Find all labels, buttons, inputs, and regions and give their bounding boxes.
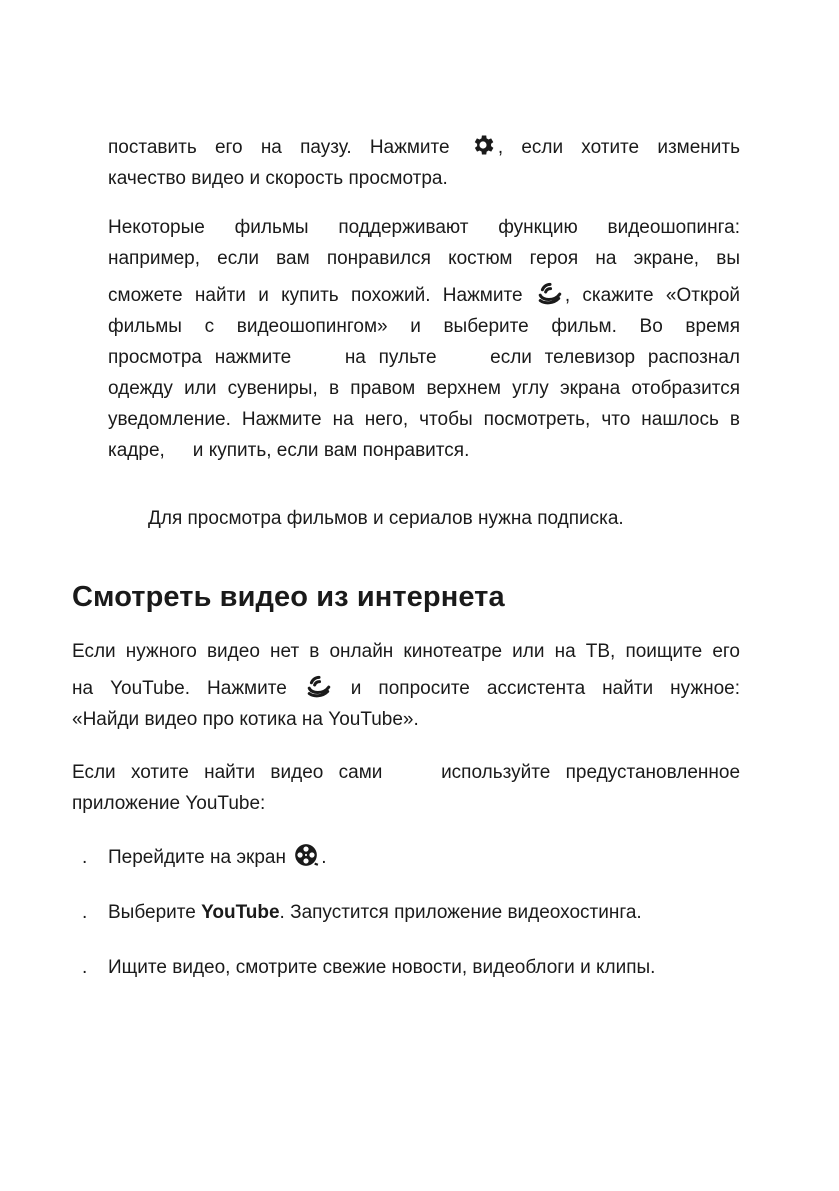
paragraph-line [108,342,740,373]
paragraph-videoshopping [108,212,740,466]
text-segment: сможете найти и купить похожий. Нажмите [108,285,523,306]
text-segment: если телевизор распознал [490,347,741,368]
assistant-icon [537,280,563,306]
paragraph-line [108,132,740,163]
paragraph-line: приложение YouTube: [72,793,266,814]
section-heading: Смотреть видео из интернета [72,581,505,613]
text-segment: , если хотите изменить [497,137,740,158]
list-item [72,897,752,928]
paragraph-line [72,673,740,704]
text-segment: , скажите «Открой [564,285,741,306]
paragraph-pause [108,132,740,194]
list-item [72,952,752,983]
text-segment: Перейдите на экран [108,847,286,868]
text-segment: поставить его на паузу. Нажмите [108,137,450,158]
subscription-note: Для просмотра фильмов и сериалов нужна подписка. [148,508,624,529]
paragraph-line [72,757,740,788]
text-segment: и купить, если вам понравится. [192,440,470,461]
paragraph-line: фильмы с видеошопингом» и выберите фильм. Во время [108,316,740,337]
list-bullet: . [82,902,88,923]
paragraph-line: качество видео и скорость просмотра. [108,168,448,189]
paragraph-line: например, если вам понравился костюм героя на экране, вы [108,248,740,269]
text-segment: кадре, [108,440,165,461]
paragraph-line: одежду или сувениры, в правом верхнем углу экрана отобразится [108,378,740,399]
text-segment: просмотра нажмите [108,347,292,368]
youtube-label: YouTube [201,902,280,923]
paragraph-youtube-app [72,757,740,819]
text-segment: и попросите ассистента найти нужное: [350,678,740,699]
list-bullet: . [82,957,88,978]
film-reel-icon [293,842,319,868]
list-item [72,842,752,873]
text-segment: на пульте [344,347,437,368]
gear-icon [470,132,496,158]
text-segment: Выберите [108,902,196,923]
list-bullet: . [82,847,88,868]
text-segment: Если хотите найти видео сами [72,762,383,783]
paragraph-line [108,280,740,311]
steps-list [72,842,752,1007]
text-segment: используйте предустановленное [441,762,741,783]
paragraph-line [108,435,740,466]
text-segment: . Запустится приложение видеохостинга. [279,902,642,923]
text-segment: Ищите видео, смотрите свежие новости, видеоблоги и клипы. [108,957,656,978]
text-segment: . [321,847,327,868]
assistant-icon [306,673,332,699]
paragraph-line: уведомление. Нажмите на него, чтобы посмотреть, что нашлось в [108,409,740,430]
paragraph-youtube-assistant [72,636,740,735]
paragraph-line: Некоторые фильмы поддерживают функцию видеошопинга: [108,217,740,238]
text-segment: на YouTube. Нажмите [72,678,287,699]
paragraph-line: «Найди видео про котика на YouTube». [72,709,419,730]
paragraph-line: Если нужного видео нет в онлайн кинотеатре или на ТВ, поищите его [72,641,740,662]
